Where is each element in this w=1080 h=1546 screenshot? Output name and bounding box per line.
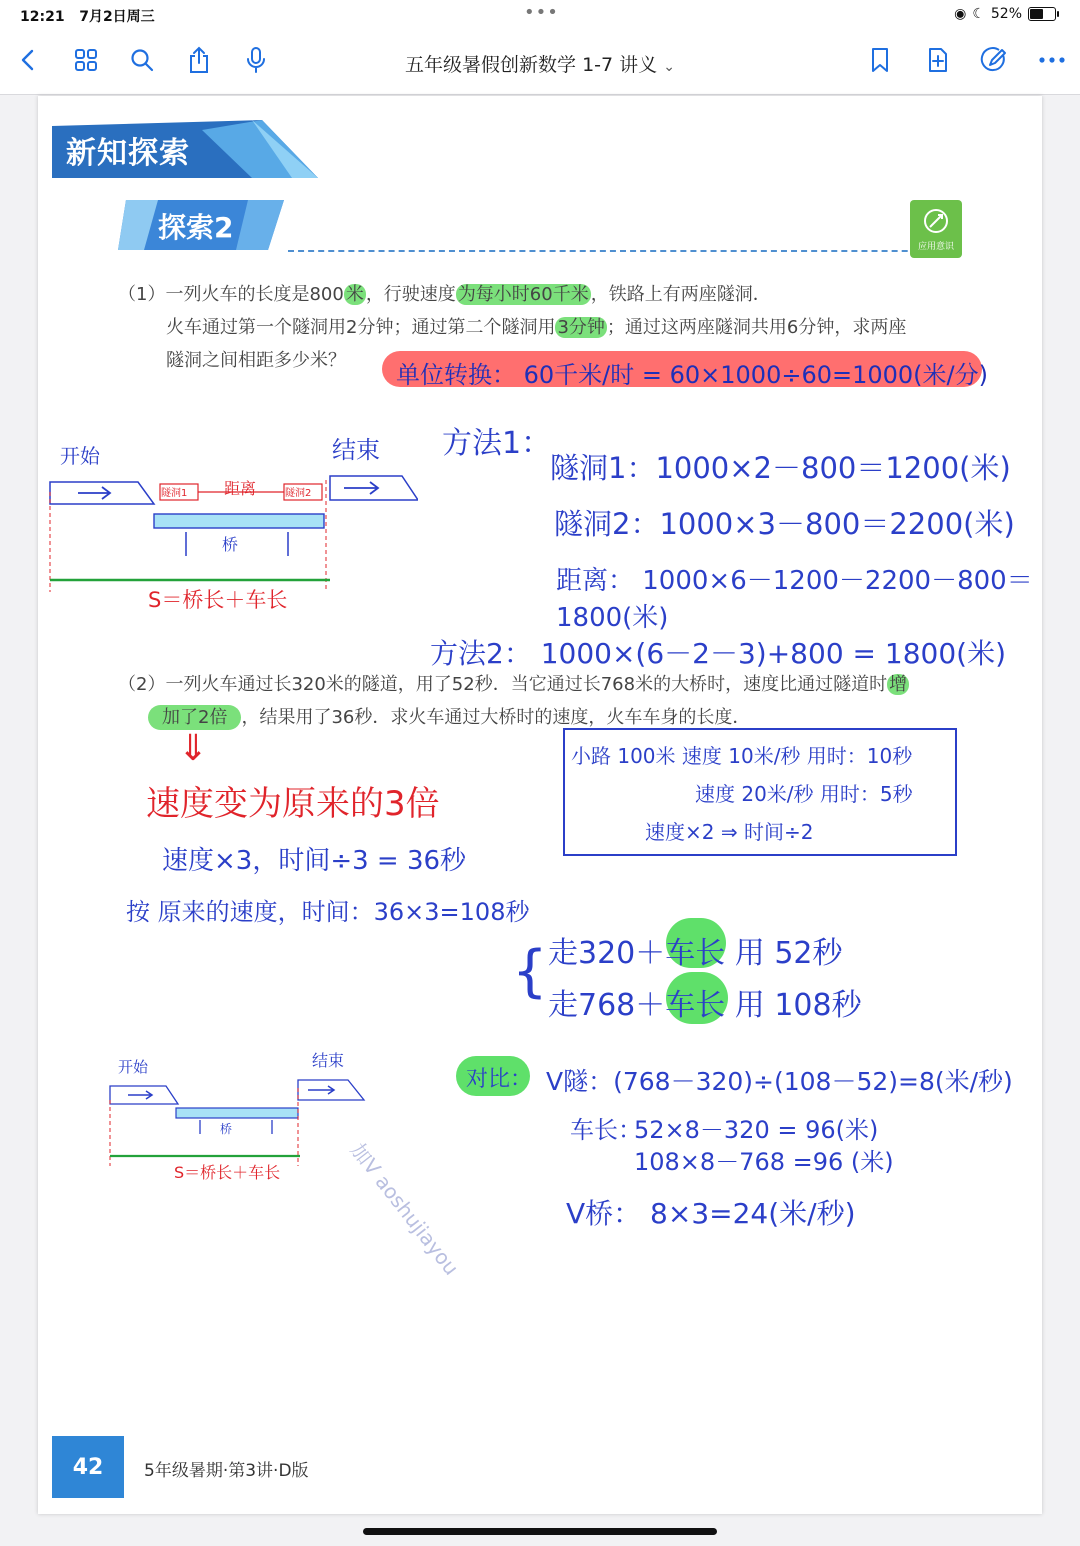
add-page-icon[interactable] bbox=[922, 44, 954, 76]
orientation-lock-icon: ◉ bbox=[954, 6, 967, 22]
example-box bbox=[563, 728, 957, 856]
note-walk-768: 走768＋车长 用 108秒 bbox=[548, 988, 862, 1023]
question-1-line-2: 火车通过第一个隧洞用2分钟；通过第二个隧洞用 3分钟 ；通过这两座隧洞共用6分钟，求两座 bbox=[166, 317, 907, 338]
question-2-line-2: 加了2倍 ，结果用了36秒．求火车通过大桥时的速度，火车车身的长度． bbox=[148, 701, 750, 734]
diagram-bridge bbox=[108, 1048, 378, 1198]
grid-icon[interactable] bbox=[70, 44, 102, 76]
diagram-label-tunnel-1: 隧洞1 bbox=[161, 488, 188, 499]
home-indicator[interactable] bbox=[363, 1528, 717, 1535]
diagram-label-end: 结束 bbox=[332, 436, 380, 464]
battery-icon bbox=[1028, 7, 1056, 21]
search-icon[interactable] bbox=[126, 44, 158, 76]
note-walk-320: 走320＋车长 用 52秒 bbox=[548, 936, 843, 971]
status-time: 12:21 7月2日周三 bbox=[20, 9, 155, 25]
diagram-formula: S＝桥长＋车长 bbox=[148, 588, 288, 612]
note-unit-conversion: 单位转换： 60千米/时 = 60×1000÷60=1000(米/分) bbox=[396, 361, 988, 389]
note-compare: 对比： bbox=[466, 1067, 533, 1092]
diagram-label-distance: 距离 bbox=[224, 479, 257, 498]
page-footer: 5年级暑期·第3讲·D版 bbox=[144, 1461, 309, 1481]
question-2-line-1: （2）一列火车通过长320米的隧道，用了52秒．当它通过长768米的大桥时，速度比通过隧道时 增 bbox=[118, 674, 908, 695]
arrow-down-icon: ⇓ bbox=[178, 728, 209, 769]
note-method-2: 方法2： 1000×(6－2－3)+800 = 1800(米) bbox=[430, 637, 1006, 670]
example-line-2: 速度 20米/秒 用时：5秒 bbox=[695, 782, 913, 806]
watermark: 加V aoshujiayou bbox=[345, 1138, 464, 1280]
example-line-1: 小路 100米 速度 10米/秒 用时：10秒 bbox=[571, 744, 913, 768]
diagram-2-label-start: 开始 bbox=[118, 1058, 149, 1076]
application-badge bbox=[910, 200, 962, 258]
diagram-2-label-bridge: 桥 bbox=[220, 1122, 233, 1136]
note-v-tunnel: V隧：(768－320)÷(108－52)=8(米/秒) bbox=[546, 1067, 1013, 1096]
diagram-tunnels bbox=[48, 432, 418, 612]
note-distance: 距离： 1000×6－1200－2200－800＝1800(米) bbox=[556, 566, 1033, 633]
toolbar bbox=[0, 30, 1080, 95]
document-page bbox=[38, 96, 1042, 1514]
question-1-line-1: （1）一列火车的长度是800 米 ，行驶速度 为每小时60千米 ，铁路上有两座隧洞． bbox=[118, 284, 771, 305]
back-icon[interactable] bbox=[12, 44, 44, 76]
note-method-1: 方法1： bbox=[442, 426, 552, 461]
multitask-dots-icon[interactable]: ••• bbox=[524, 2, 559, 23]
note-speed-triple: 速度变为原来的3倍 bbox=[146, 784, 440, 824]
status-bar bbox=[0, 0, 1080, 30]
status-right bbox=[954, 6, 1056, 22]
note-speed-time: 速度×3，时间÷3 = 36秒 bbox=[162, 846, 467, 876]
diagram-2-label-end: 结束 bbox=[312, 1051, 345, 1070]
diagram-label-tunnel-2: 隧洞2 bbox=[285, 488, 312, 499]
bookmark-icon[interactable] bbox=[864, 44, 896, 76]
explore-banner bbox=[118, 198, 284, 250]
note-car-label: 车长： bbox=[570, 1116, 642, 1144]
note-v-bridge: V桥： 8×3=24(米/秒) bbox=[566, 1197, 856, 1230]
diagram-2-formula: S＝桥长＋车长 bbox=[174, 1163, 281, 1182]
battery-percent: 52% bbox=[990, 6, 1022, 22]
diagram-label-start: 开始 bbox=[60, 444, 100, 468]
question-1-line-3: 隧洞之间相距多少米？ bbox=[166, 350, 346, 371]
share-icon[interactable] bbox=[183, 44, 215, 76]
moon-icon: ☾ bbox=[972, 6, 985, 22]
badge-label: 应用意识 bbox=[917, 242, 954, 252]
page-number: 42 bbox=[52, 1436, 124, 1498]
note-original-time: 按 原来的速度，时间：36×3=108秒 bbox=[126, 898, 530, 926]
more-icon[interactable] bbox=[1036, 44, 1068, 76]
chevron-down-icon: ⌄ bbox=[663, 59, 675, 75]
brace-icon: { bbox=[512, 939, 548, 1004]
note-tunnel-2: 隧洞2：1000×3－800＝2200(米) bbox=[554, 507, 1015, 541]
markup-pen-icon[interactable] bbox=[978, 44, 1010, 76]
microphone-icon[interactable] bbox=[240, 44, 272, 76]
note-car-length-2: 108×8－768 =96 (米) bbox=[634, 1148, 894, 1176]
explore-title: 探索2 bbox=[158, 211, 234, 244]
divider-dashed bbox=[288, 250, 958, 252]
diagram-label-bridge: 桥 bbox=[222, 535, 239, 554]
note-car-length-1: 52×8－320 = 96(米) bbox=[634, 1116, 879, 1144]
document-title[interactable]: 五年级暑假创新数学 1-7 讲义 ⌄ bbox=[405, 54, 675, 76]
example-line-3: 速度×2 ⇒ 时间÷2 bbox=[645, 820, 814, 844]
section-banner bbox=[52, 120, 318, 178]
section-title: 新知探索 bbox=[66, 136, 190, 171]
note-tunnel-1: 隧洞1：1000×2－800＝1200(米) bbox=[550, 451, 1011, 485]
